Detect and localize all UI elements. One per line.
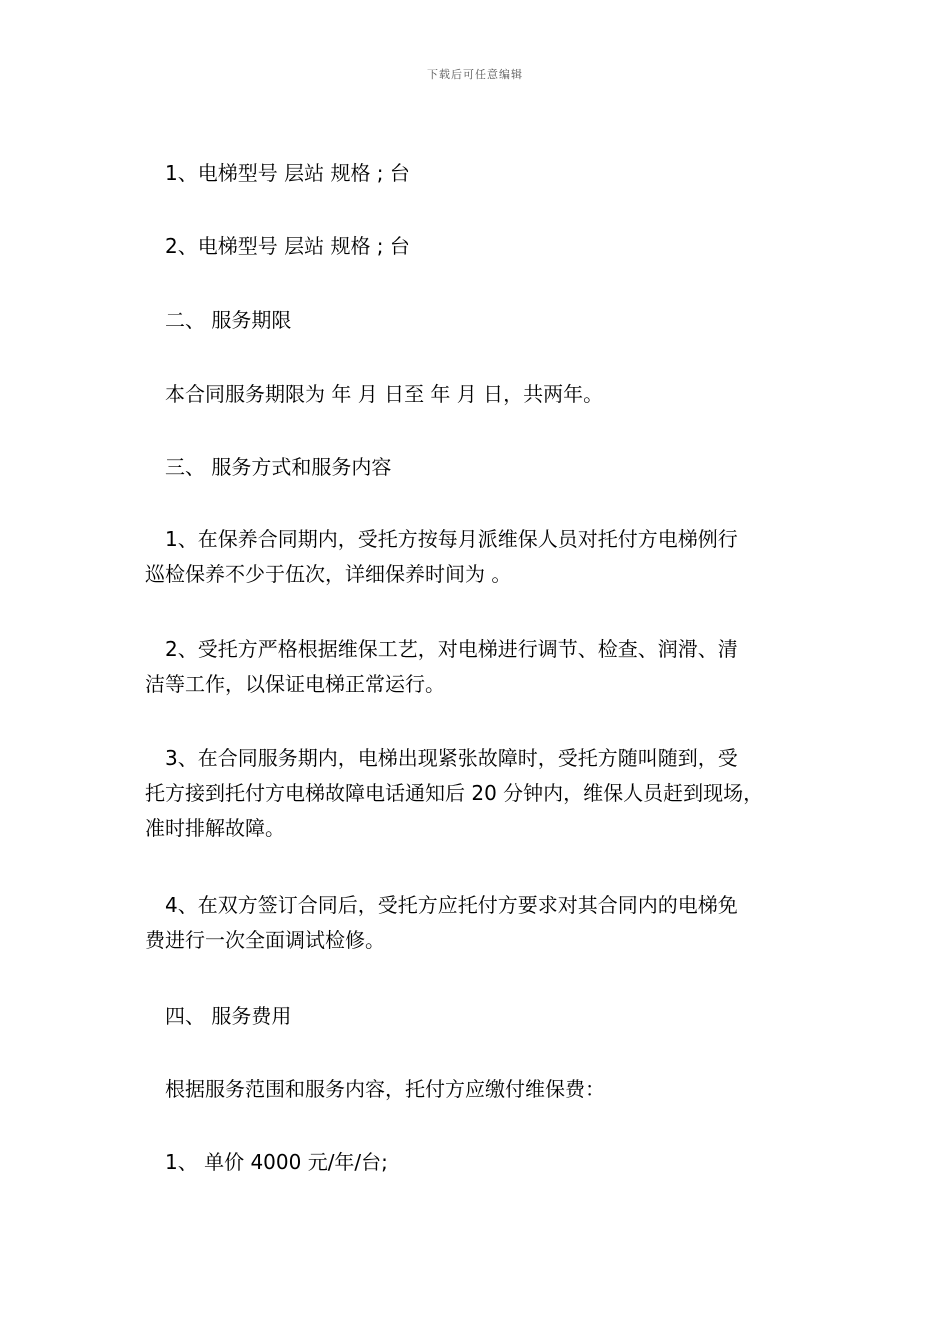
- section-4-heading: [145, 999, 835, 1034]
- equipment-item-2: [145, 229, 835, 264]
- section-3-paragraph-3-line-2: 托方接到托付方电梯故障电话通知后 20 分钟内，维保人员赶到现场，: [145, 781, 764, 805]
- section-3-paragraph-2: [145, 632, 835, 702]
- section-3-heading-text: 三、 服务方式和服务内容: [165, 455, 392, 479]
- section-3-paragraph-3-line-1: 3、在合同服务期内，电梯出现紧张故障时，受托方随叫随到，受: [165, 746, 738, 770]
- section-3-paragraph-1-line-2: 巡检保养不少于伍次，详细保养时间为 。: [145, 562, 512, 586]
- section-3-paragraph-1: [145, 522, 835, 592]
- section-2-paragraph: [145, 377, 835, 412]
- equipment-item-2-text: 2、电梯型号 层站 规格 ; 台: [165, 234, 410, 258]
- equipment-item-1: [145, 156, 835, 191]
- section-3-paragraph-4: [145, 888, 835, 958]
- section-2-heading: [145, 303, 835, 338]
- section-3-paragraph-2-line-2: 洁等工作，以保证电梯正常运行。: [145, 672, 445, 696]
- fee-item-1: [145, 1145, 835, 1180]
- section-4-heading-text: 四、 服务费用: [165, 1004, 292, 1028]
- section-4-paragraph: [145, 1072, 835, 1107]
- section-3-paragraph-2-line-1: 2、受托方严格根据维保工艺，对电梯进行调节、检查、润滑、清: [165, 637, 738, 661]
- section-3-paragraph-1-line-1: 1、在保养合同期内，受托方按每月派维保人员对托付方电梯例行: [165, 527, 738, 551]
- section-3-heading: [145, 450, 835, 485]
- equipment-item-1-text: 1、电梯型号 层站 规格 ; 台: [165, 161, 410, 185]
- section-3-paragraph-3-line-3: 准时排解故障。: [145, 816, 285, 840]
- page-header: 下载后可任意编辑: [427, 68, 523, 81]
- section-2-paragraph-text: 本合同服务期限为 年 月 日至 年 月 日，共两年。: [165, 382, 604, 406]
- section-4-paragraph-text: 根据服务范围和服务内容，托付方应缴付维保费：: [165, 1077, 605, 1101]
- section-3-paragraph-4-line-1: 4、在双方签订合同后，受托方应托付方要求对其合同内的电梯免: [165, 893, 738, 917]
- section-3-paragraph-3: [145, 741, 835, 846]
- section-3-paragraph-4-line-2: 费进行一次全面调试检修。: [145, 928, 385, 952]
- section-2-heading-text: 二、 服务期限: [165, 308, 292, 332]
- fee-item-1-text: 1、 单价 4000 元/年/台;: [165, 1150, 388, 1174]
